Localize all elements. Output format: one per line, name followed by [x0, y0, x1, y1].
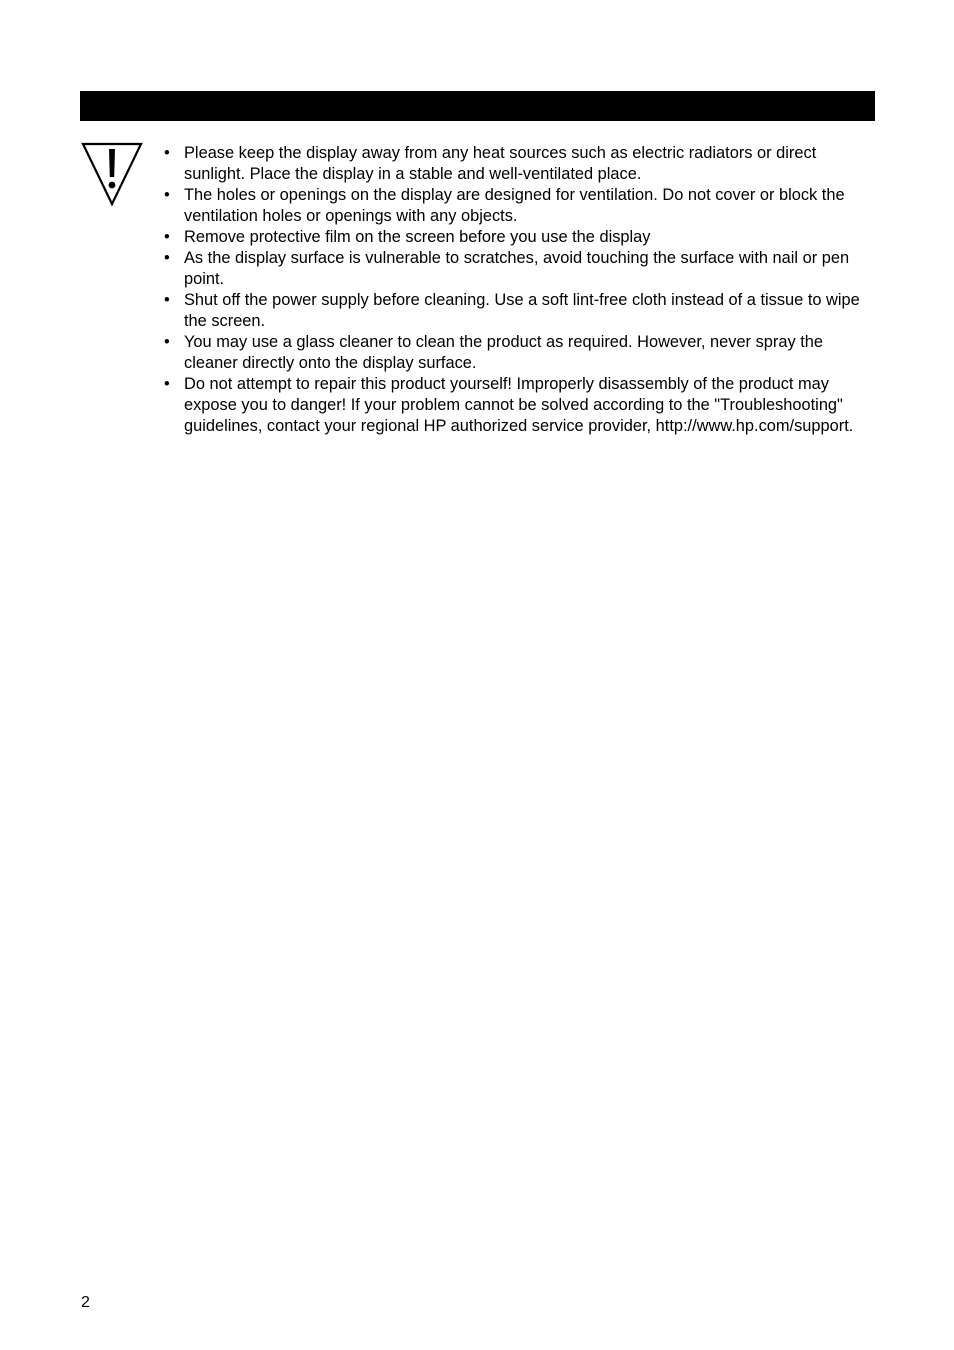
list-item	[160, 374, 880, 436]
bullet-icon: •	[164, 249, 170, 268]
safety-precautions-list	[160, 143, 880, 437]
list-item-text: Do not attempt to repair this product yourself! Improperly disassembly of the product may expose you to danger! If your problem cannot be solved according to the "Troubleshooting" guidelines, contact your regional HP authorized service provider, http://www.hp.com/support.	[184, 375, 854, 435]
section-header-bar	[80, 91, 875, 121]
list-item	[160, 290, 880, 331]
list-item-text: Remove protective film on the screen before you use the display	[184, 227, 651, 246]
bullet-icon: •	[164, 144, 170, 162]
list-item	[160, 248, 880, 289]
list-item	[160, 332, 880, 373]
caution-triangle-icon	[80, 141, 144, 207]
bullet-icon: •	[164, 227, 170, 246]
list-item	[160, 143, 880, 184]
bullet-icon: •	[164, 333, 170, 352]
bullet-icon: •	[164, 375, 170, 394]
list-item-text: Shut off the power supply before cleaning. Use a soft lint-free cloth instead of a tissue to wipe the screen.	[184, 291, 860, 330]
list-item-text: As the display surface is vulnerable to scratches, avoid touching the surface with nail or pen point.	[184, 249, 850, 288]
list-item-text: You may use a glass cleaner to clean the product as required. However, never spray the cleaner directly onto the display surface.	[184, 333, 823, 372]
list-item	[160, 185, 880, 226]
page-number: 2	[81, 1294, 90, 1311]
list-item-text: Please keep the display away from any heat sources such as electric radiators or direct sunlight. Place the display in a stable and well-ventilated place.	[184, 144, 817, 183]
bullet-icon: •	[164, 291, 170, 310]
bullet-icon: •	[164, 185, 170, 204]
list-item-text: The holes or openings on the display are designed for ventilation. Do not cover or block the ventilation holes or openings with any objects.	[184, 185, 845, 225]
list-item	[160, 227, 880, 248]
